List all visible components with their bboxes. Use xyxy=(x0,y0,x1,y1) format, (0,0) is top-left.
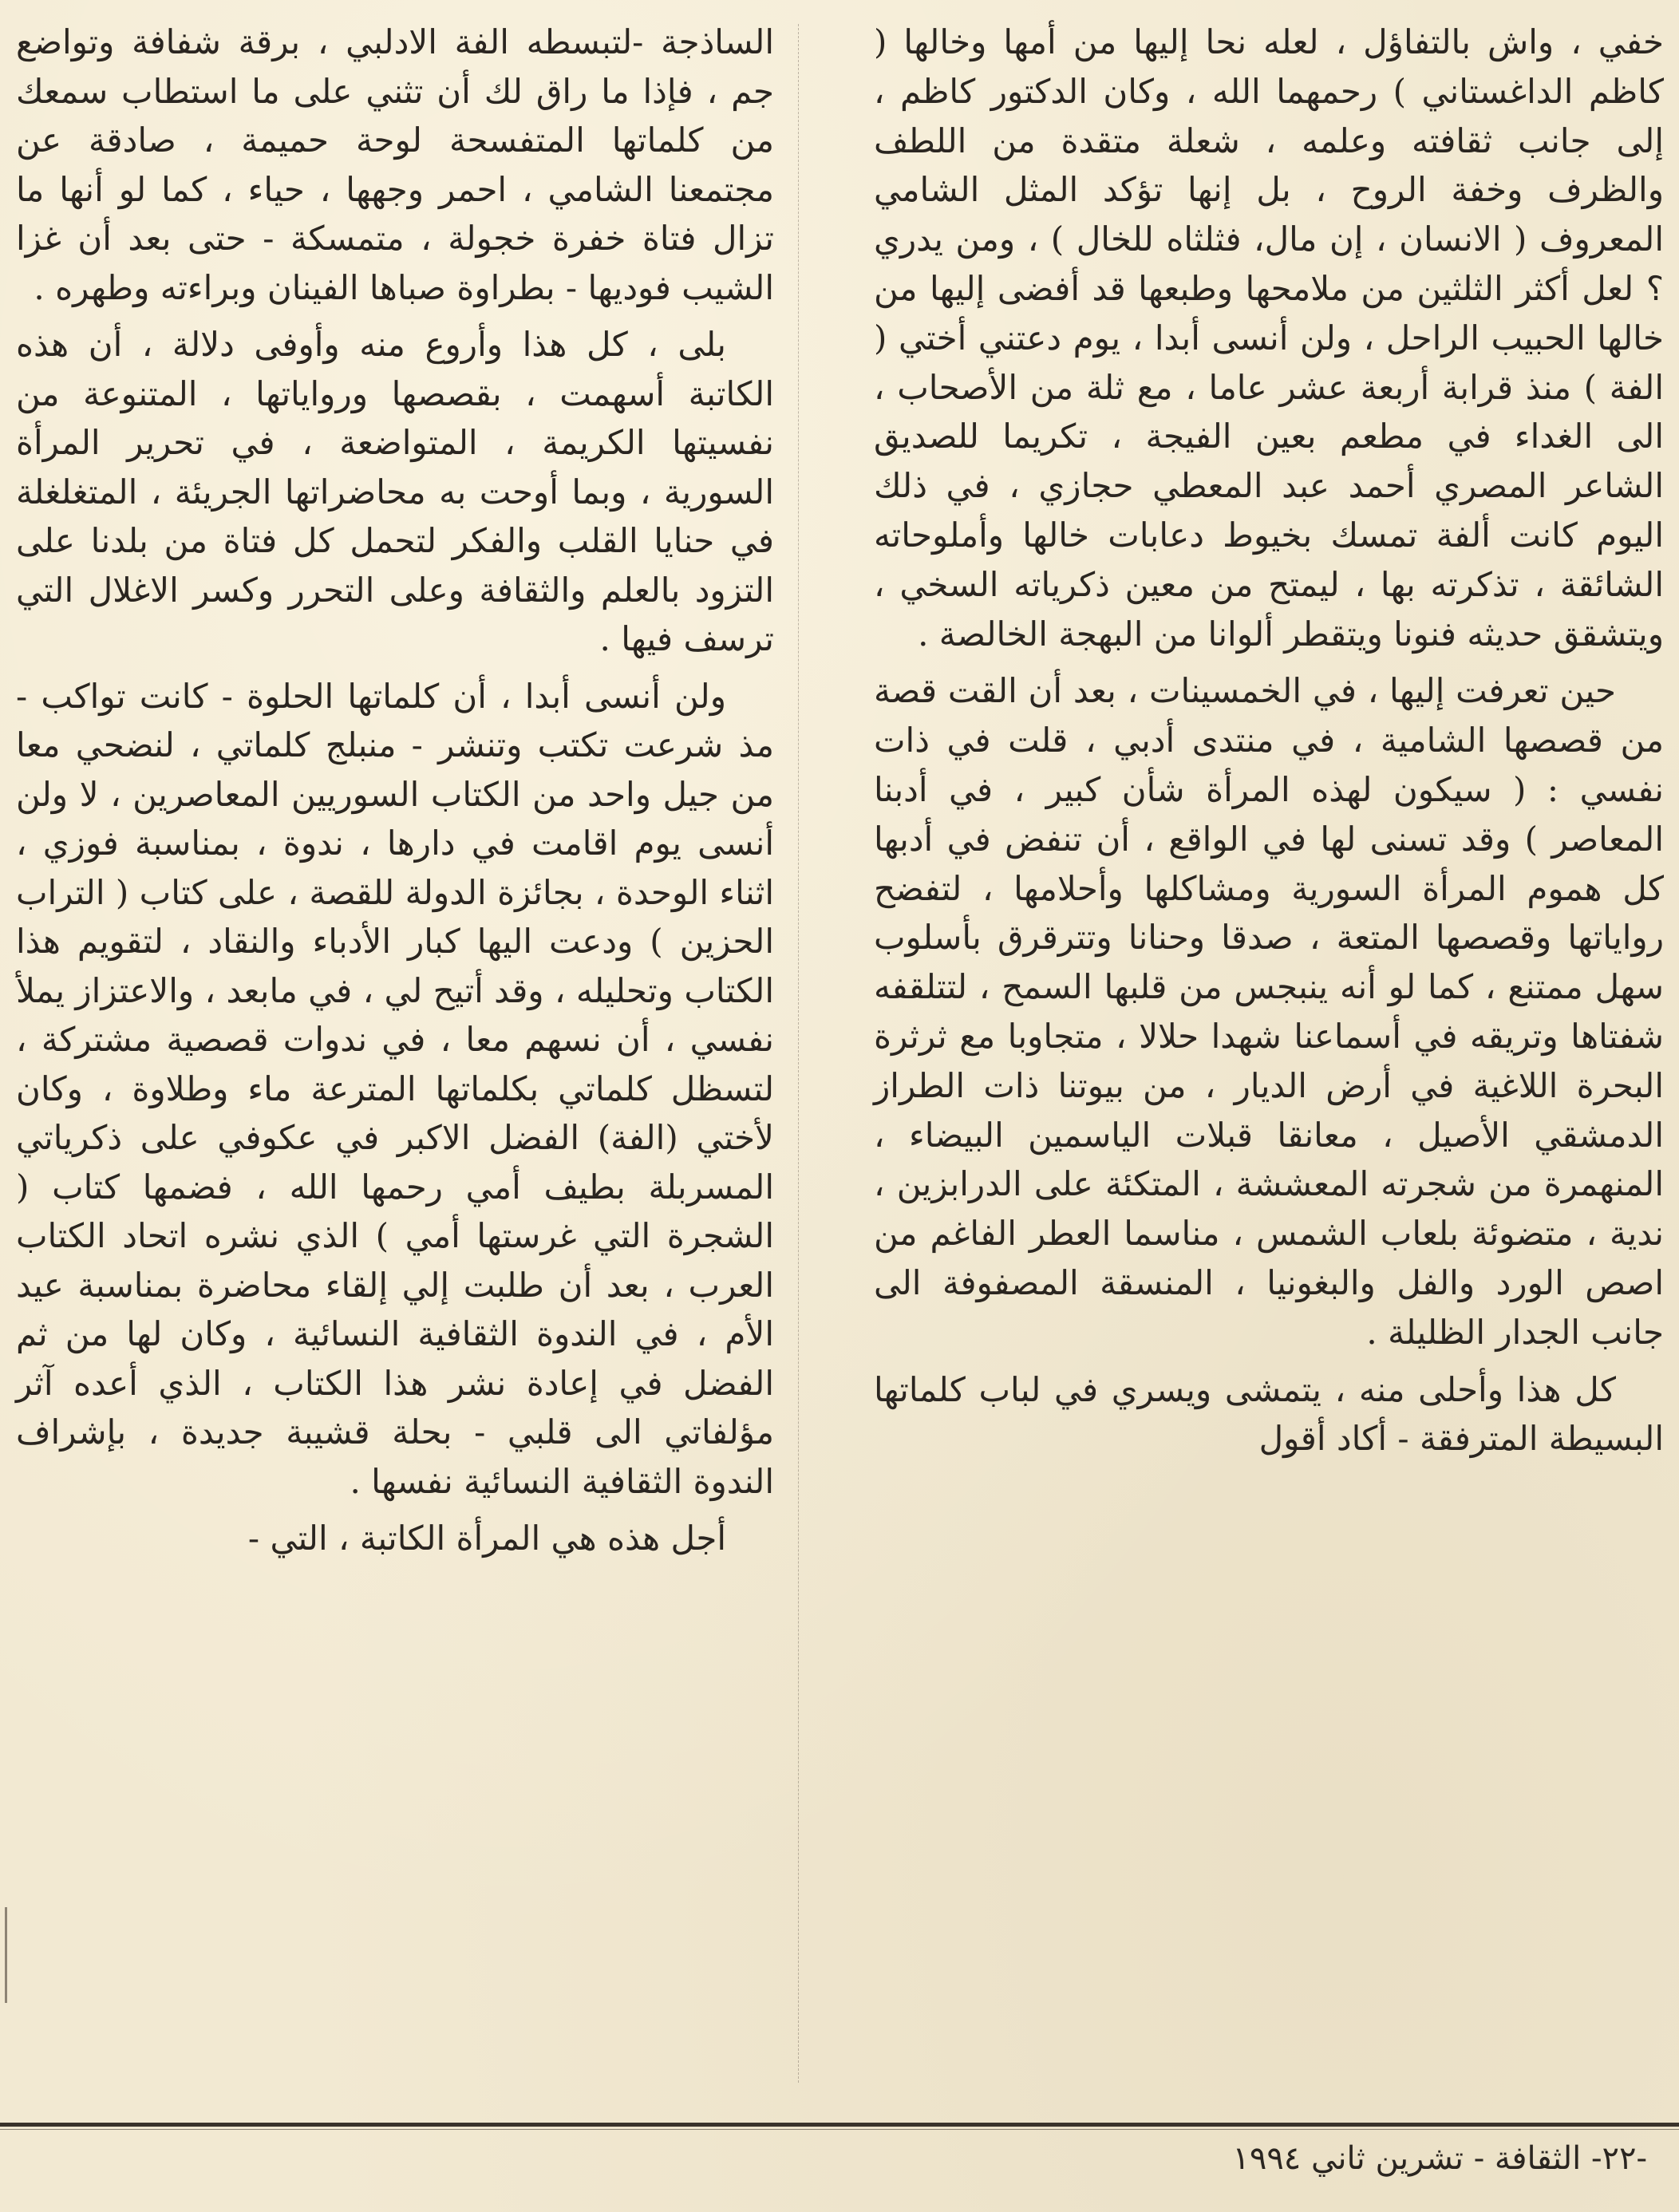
paragraph: الساذجة -لتبسطه الفة الادلبي ، برقة شفافة وتواضع جم ، فإذا ما راق لك أن تثني على ما استطاب سمعك من كلماتها المتفسحة لوحة حميمة ، صادقة عن مجتمعنا الشامي ، احمر وجهها ، حياء ، كما لو أنها ما تزال فتاة خفرة خجولة ، متمسكة - حتى بعد أن غزا الشيب فوديها - بطراوة صباها الفينان وبراءته وطهره . xyxy=(16,22,775,307)
paragraph: بلى ، كل هذا وأروع منه وأوفى دلالة ، أن هذه الكاتبة أسهمت ، بقصصها ورواياتها ، المتنوعة من نفسيتها الكريمة ، المتواضعة ، في تحرير المرأة السورية ، وبما أوحت به محاضراتها الجريئة ، المتغلغلة في حنايا القلب والفكر لتحمل كل فتاة من بلدنا على التزود بالعلم والثقافة وعلى التحرر وكسر الاغلال التي ترسف فيها . xyxy=(16,325,774,658)
paragraph: خفي ، واش بالتفاؤل ، لعله نحا إليها من أمها وخالها ( كاظم الداغستاني ) رحمهما الله ، وكان الدكتور كاظم ، إلى جانب ثقافته وعلمه ، شعلة متقدة من اللطف والظرف وخفة الروح ، بل إنها تؤكد المثل الشامي المعروف ( الانسان ، إن مال، فثلثاه للخال ) ، ومن يدري ؟ لعل أكثر الثلثين من ملامحها وطبعها قد أفضى إليها من خالها الحبيب الراحل ، ولن أنسى أبدا ، يوم دعتني أختي ( الفة ) منذ قرابة أربعة عشر عاما ، مع ثلة من الأصحاب ، الى الغداء في مطعم بعين الفيجة ، تكريما للصديق الشاعر المصري أحمد عبد المعطي حجازي ، في ذلك اليوم كانت ألفة تمسك بخيوط دعابات خالها وأملوحاته الشائقة ، تذكرته بها ، ليمتح من معين ذكرياته السخي ، ويتشقق حديثه فنونا ويتقطر ألوانا من البهجة الخالصة . xyxy=(874,22,1664,654)
article-column-right xyxy=(874,18,1664,1463)
paragraph: أجل هذه هي المرأة الكاتبة ، التي - xyxy=(247,1519,726,1558)
footer-divider xyxy=(0,2123,1679,2127)
footer-divider-thin xyxy=(0,2129,1679,2130)
margin-rule xyxy=(5,1907,7,2003)
paragraph: حين تعرفت إليها ، في الخمسينات ، بعد أن القت قصة من قصصها الشامية ، في منتدى أدبي ، قلت في ذات نفسي : ( سيكون لهذه المرأة شأن كبير ، في أدبنا المعاصر ) وقد تسنى لها في الواقع ، أن تنفض في أدبها كل هموم المرأة السورية ومشاكلها وأحلامها ، لتفضح رواياتها وقصصها المتعة ، صدقا وحنانا وتترقرق بأسلوب سهل ممتنع ، كما لو أنه ينبجس من قلبها السمح ، لتتلقفه شفتاها وتريقه في أسماعنا شهدا حلالا ، متجاوبا مع ثرثرة البحرة اللاغية في أرض الديار ، من بيوتنا ذات الطراز الدمشقي الأصيل ، معانقا قبلات الياسمين البيضاء ، المنهمرة من شجرته المعششة ، المتكئة على الدرابزين ، ندية ، متضوئة بلعاب الشمس ، مناسما العطر الفاغم من اصص الورد والفل والبغونيا ، المنسقة المصفوفة الى جانب الجدار الظليلة . xyxy=(874,671,1664,1352)
article-column-left xyxy=(16,18,774,1563)
paragraph: ولن أنسى أبدا ، أن كلماتها الحلوة - كانت تواكب - مذ شرعت تكتب وتنشر - منبلج كلماتي ، لنضحي معا من جيل واحد من الكتاب السوريين المعاصرين ، لا ولن أنسى يوم اقامت في دارها ، ندوة ، بمناسبة فوزي ، اثناء الوحدة ، بجائزة الدولة للقصة ، على كتاب ( التراب الحزين ) ودعت اليها كبار الأدباء والنقاد ، لتقويم هذا الكتاب وتحليله ، وقد أتيح لي ، في مابعد ، والاعتزاز يملأ نفسي ، أن نسهم معا ، في ندوات قصصية مشتركة ، لتسظل كلماتي بكلماتها المترعة ماء وطلاوة ، وكان لأختي (الفة) الفضل الاكبر في عكوفي على ذكرياتي المسربلة بطيف أمي رحمها الله ، فضمها كتاب ( الشجرة التي غرستها أمي ) الذي نشره اتحاد الكتاب العرب ، بعد أن طلبت إلي إلقاء محاضرة بمناسبة عيد الأم ، في الندوة الثقافية النسائية ، وكان لها من ثم الفضل في إعادة نشر هذا الكتاب ، الذي أعده آثر مؤلفاتي الى قلبي - بحلة قشيبة جديدة ، بإشراف الندوة الثقافية النسائية نفسها . xyxy=(16,676,774,1501)
page-folio: -٢٢- الثقافة - تشرين ثاني ١٩٩٤ xyxy=(1232,2140,1647,2177)
paragraph: كل هذا وأحلى منه ، يتمشى ويسري في لباب كلماتها البسيطة المترفقة - أكاد أقول xyxy=(874,1369,1664,1459)
column-divider xyxy=(798,24,799,2083)
